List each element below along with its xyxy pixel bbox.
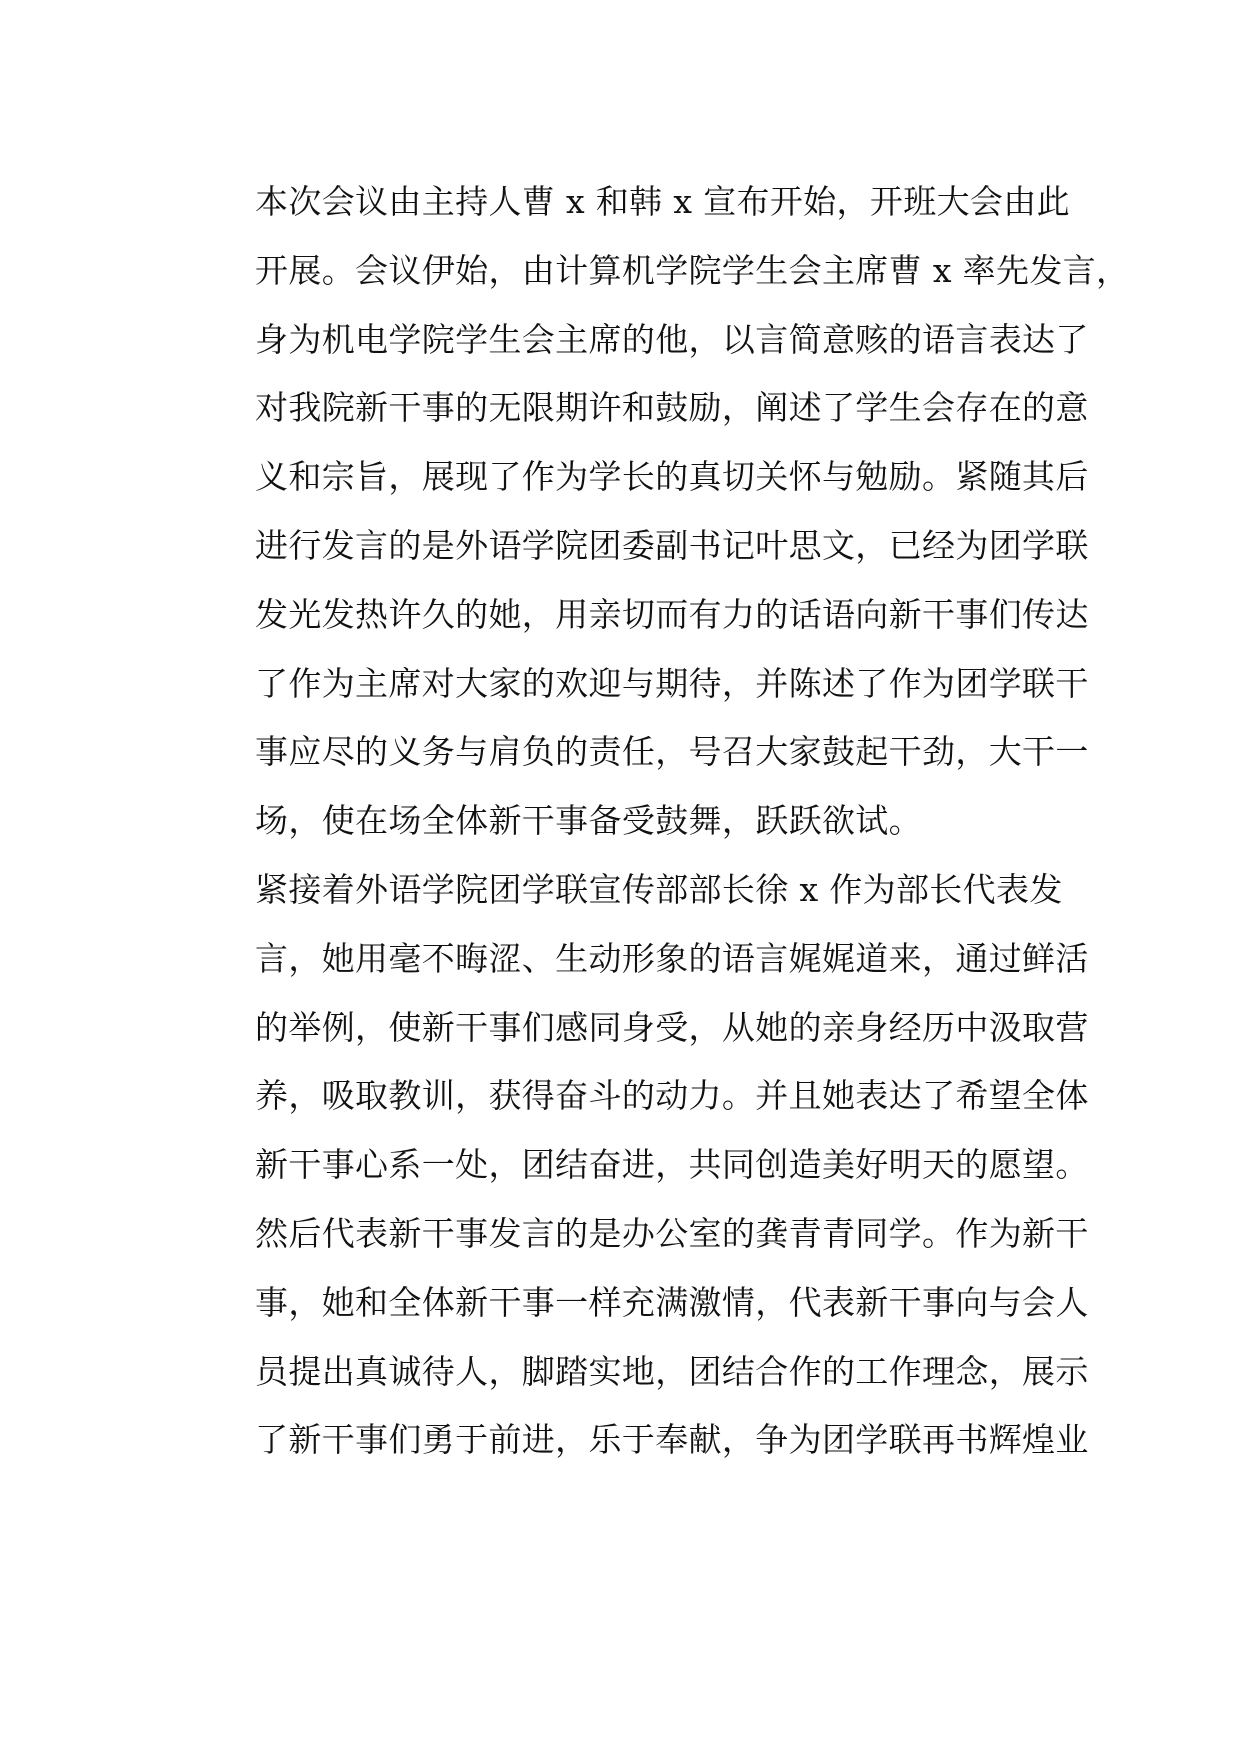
paragraph-line: 身为机电学院学生会主席的他，以言简意赅的语言表达了 bbox=[255, 319, 1089, 359]
paragraph-line: 了新干事们勇于前进，乐于奉献，争为团学联再书辉煌业 bbox=[255, 1420, 1089, 1460]
paragraph-line: 对我院新干事的无限期许和鼓励，阐述了学生会存在的意 bbox=[255, 388, 1089, 428]
paragraph-line: 员提出真诚待人，脚踏实地，团结合作的工作理念，展示 bbox=[255, 1351, 1089, 1391]
paragraph-line: 言，她用毫不晦涩、生动形象的语言娓娓道来，通过鲜活 bbox=[255, 938, 1089, 978]
paragraph-line: 本次会议由主持人曹 x 和韩 x 宣布开始，开班大会由此 bbox=[255, 182, 1070, 221]
paragraph-line: 养，吸取教训，获得奋斗的动力。并且她表达了希望全体 bbox=[255, 1076, 1089, 1116]
paragraph-line: 然后代表新干事发言的是办公室的龚青青同学。作为新干 bbox=[255, 1213, 1089, 1253]
paragraph-1 bbox=[188, 168, 1130, 856]
document-body bbox=[188, 168, 1130, 1475]
paragraph-line: 开展。会议伊始，由计算机学院学生会主席曹 x 率先发言， bbox=[255, 250, 1130, 290]
paragraph-line: 紧接着外语学院团学联宣传部部长徐 x 作为部长代表发 bbox=[255, 869, 1063, 909]
paragraph-line: 场，使在场全体新干事备受鼓舞，跃跃欲试。 bbox=[255, 801, 922, 841]
paragraph-line: 了作为主席对大家的欢迎与期待，并陈述了作为团学联干 bbox=[255, 663, 1089, 703]
paragraph-line: 事应尽的义务与肩负的责任，号召大家鼓起干劲，大干一 bbox=[255, 732, 1089, 772]
paragraph-line: 的举例，使新干事们感同身受，从她的亲身经历中汲取营 bbox=[255, 1007, 1089, 1047]
paragraph-line: 进行发言的是外语学院团委副书记叶思文，已经为团学联 bbox=[255, 525, 1089, 565]
paragraph-2 bbox=[188, 856, 1089, 1475]
paragraph-line: 发光发热许久的她，用亲切而有力的话语向新干事们传达 bbox=[255, 594, 1089, 634]
paragraph-line: 新干事心系一处，团结奋进，共同创造美好明天的愿望。 bbox=[255, 1145, 1089, 1185]
paragraph-line: 义和宗旨，展现了作为学长的真切关怀与勉励。紧随其后 bbox=[255, 457, 1089, 497]
paragraph-line: 事，她和全体新干事一样充满激情，代表新干事向与会人 bbox=[255, 1282, 1089, 1322]
